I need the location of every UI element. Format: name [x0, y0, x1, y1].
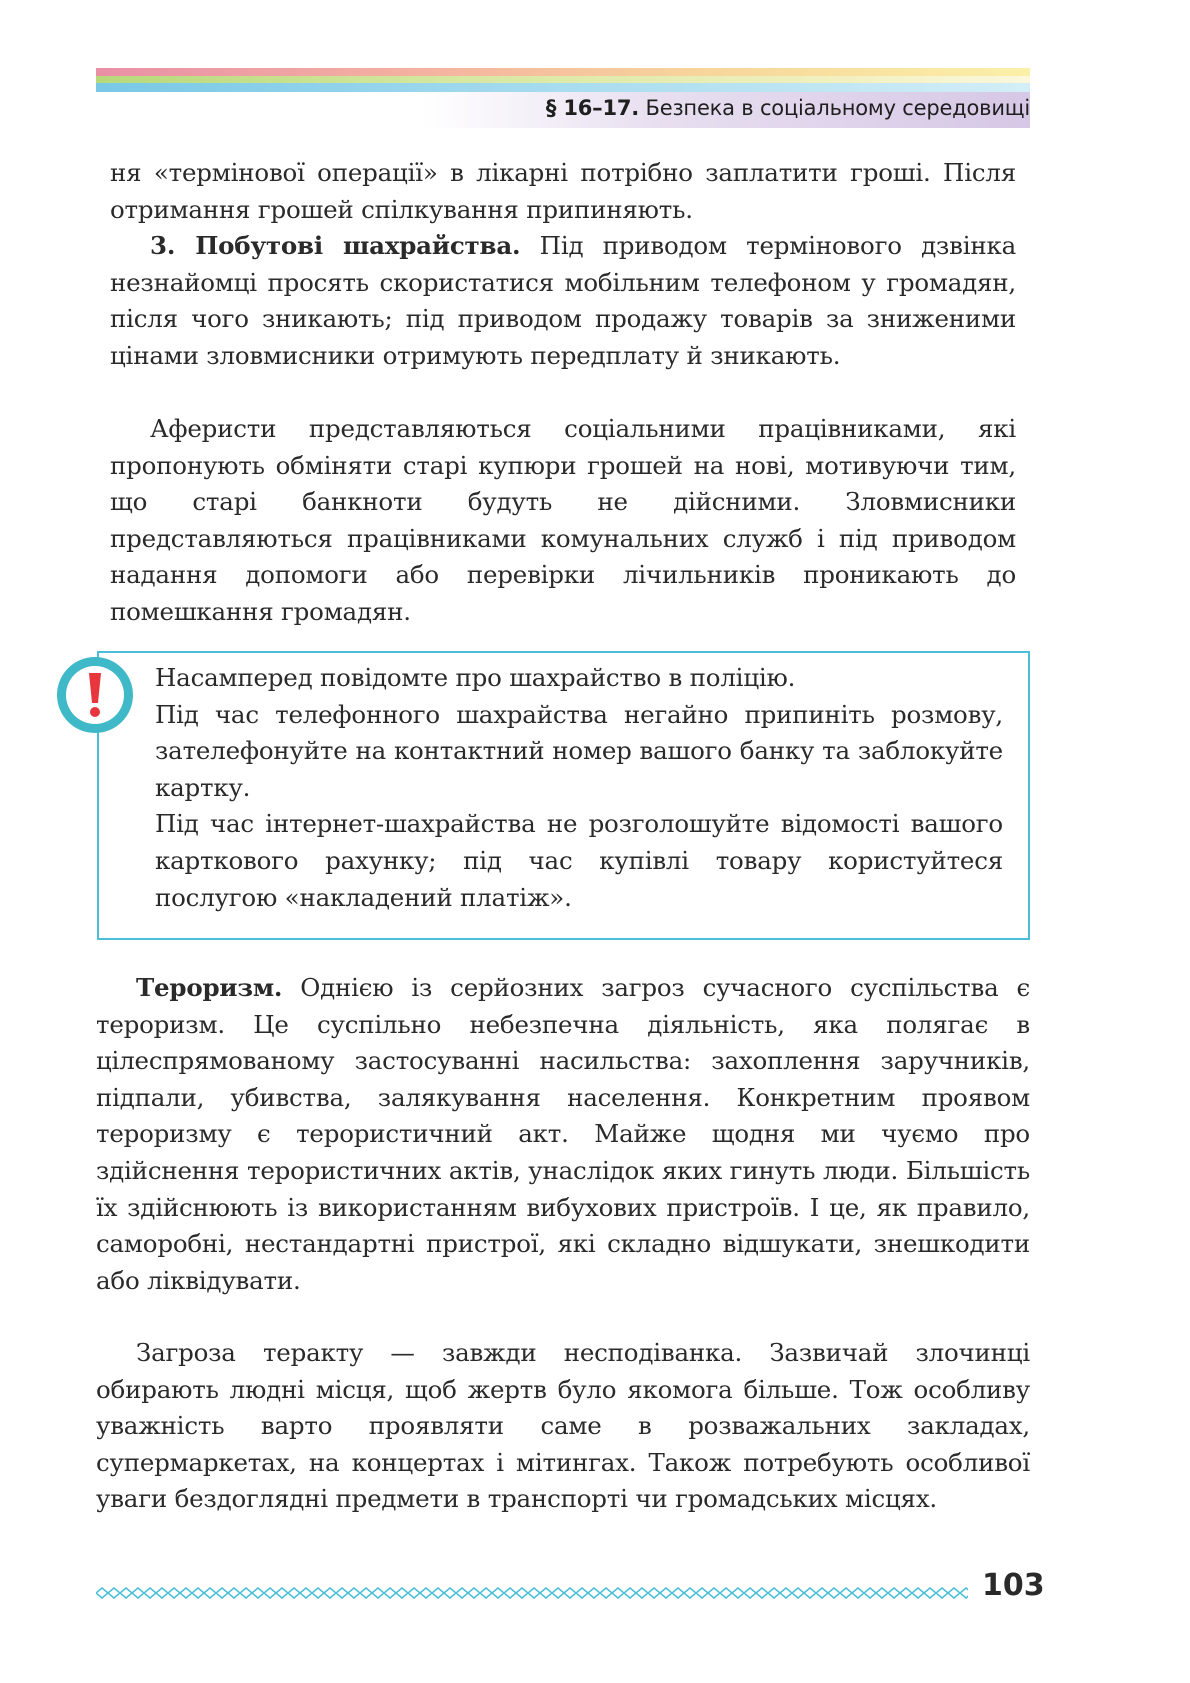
footer-wave-ornament	[96, 1586, 968, 1600]
header-stripe-blue	[96, 83, 1030, 92]
paragraph-household-fraud-text: Під приводом термінового дзвінка незнайомці просять скористатися мобільним телефоном у громадян, після чого зникають; під приводом продажу товарів за зниженими цінами зловмисники отримують передплату й зникають.	[110, 231, 1016, 370]
section-title: Безпека в соціальному середовищі	[645, 96, 1030, 120]
paragraph-social-workers: Аферисти представляються соціальними працівниками, які пропонують обміняти старі купюри грошей на нові, мотивуючи тим, що старі банкноти будуть не дійсними. Зловмисники представляються працівниками комунальних служб і під приводом надання допомоги або перевірки лічильників проникають до помешкання громадян.	[110, 414, 1016, 626]
exclamation-mark	[85, 671, 105, 719]
paragraph-terrorism	[96, 970, 1030, 1299]
paragraph-terrorism-heading: Тероризм.	[136, 973, 283, 1002]
note-line-internet-fraud: Під час інтернет-шахрайства не розголошуйте відомості вашого карткового рахунку; під час купівлі товару користуйтеся послугою «накладений платіж».	[155, 809, 1003, 912]
header-stripe-pink	[96, 68, 1030, 76]
note-line-police: Насамперед повідомте про шахрайство в поліцію.	[155, 663, 796, 692]
paragraph-terrorism-text: Однією із серйозних загроз сучасного суспільства є тероризм. Це суспільно небезпечна діяльність, яка полягає в цілеспрямованому застосуванні насильства: захоплення заручників, підпали, убивства, залякування населення. Конкретним проявом тероризму є терористичний акт. Майже щодня ми чуємо про здійснення терористичних актів, унаслідок яких гинуть люди. Більшість їх здійснюють із використанням вибухових пристроїв. І це, як правило, саморобні, нестандартні пристрої, які складно відшукати, знешкодити або ліквідувати.	[96, 973, 1030, 1295]
paragraph-terror-threat: Загроза теракту — завжди несподіванка. Зазвичай злочинці обирають людні місця, щоб жертв було якомога більше. Тож особливу уважність варто проявляти саме в розважальних закладах, супермаркетах, на концертах і мітингах. Також потребують особливої уваги бездоглядні предмети в транспорті чи громадських місцях.	[96, 1338, 1030, 1514]
paragraph-household-fraud-heading: 3. Побутові шахрайства.	[150, 231, 521, 260]
note-line-phone-fraud: Під час телефонного шахрайства негайно припиніть розмову, зателефонуйте на контактний номер вашого банку та заблокуйте картку.	[155, 699, 1003, 802]
page-number: 103	[982, 1568, 1045, 1603]
exclamation-icon	[57, 657, 133, 733]
warning-note-text	[155, 660, 1003, 916]
paragraph-continuation: ня «термінової операції» в лікарні потрібно заплатити гроші. Після отримання грошей спілкування припиняють.	[110, 158, 1016, 224]
section-number: § 16–17.	[545, 96, 640, 120]
paragraph-household-fraud	[110, 228, 1016, 374]
header-stripe-green	[96, 76, 1030, 83]
running-header	[546, 96, 1030, 120]
